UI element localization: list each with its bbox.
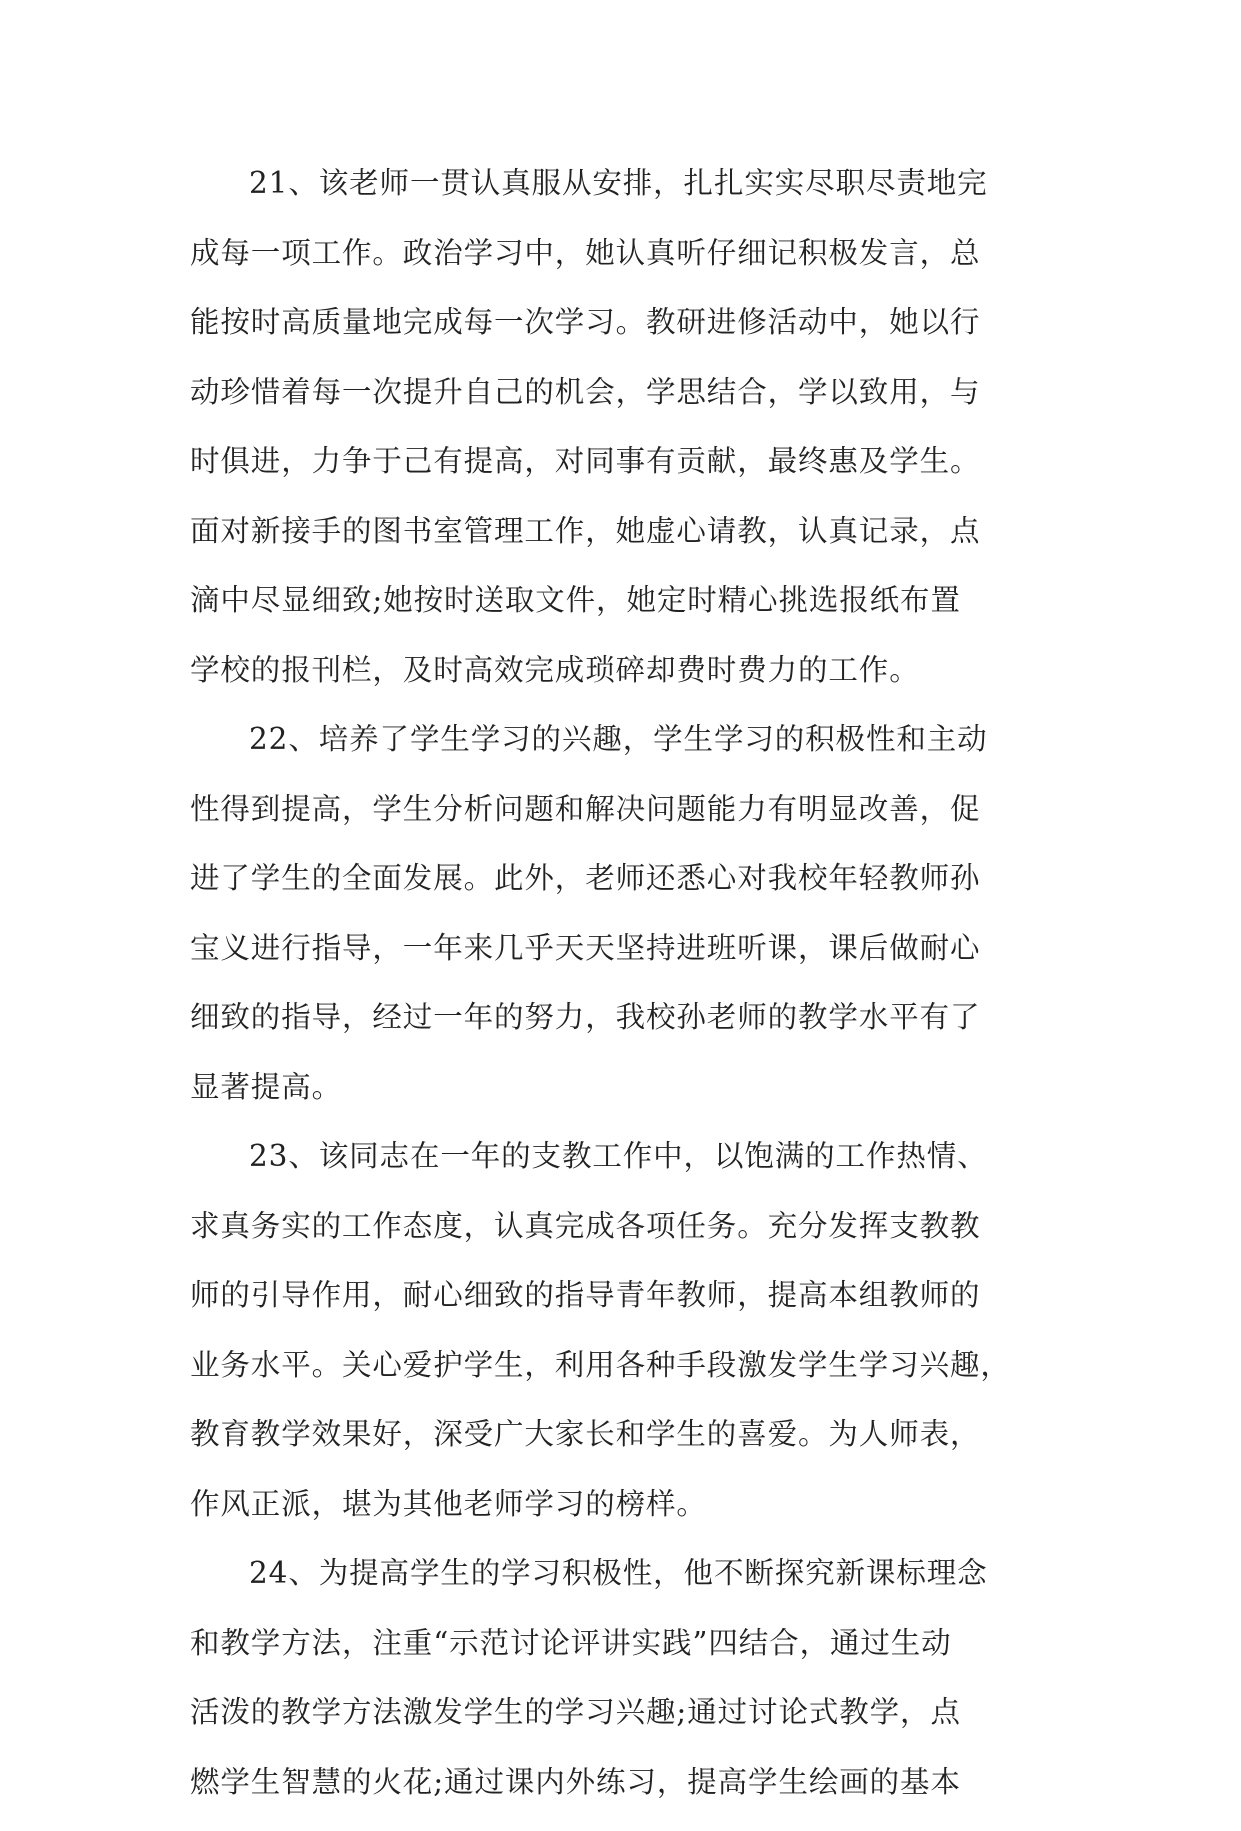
- paragraph-line: 和教学方法，注重“示范讨论评讲实践”四结合，通过生动: [190, 1623, 1060, 1693]
- document-body: [190, 163, 1060, 1831]
- paragraph-line: 进了学生的全面发展。此外，老师还悉心对我校年轻教师孙: [190, 858, 1060, 928]
- paragraph-line: 24、为提高学生的学习积极性，他不断探究新课标理念: [190, 1553, 1060, 1623]
- paragraph-line: 业务水平。关心爱护学生，利用各种手段激发学生学习兴趣，: [190, 1345, 1060, 1415]
- paragraph-line: 宝义进行指导，一年来几乎天天坚持进班听课，课后做耐心: [190, 928, 1060, 998]
- paragraph-line: 滴中尽显细致;她按时送取文件，她定时精心挑选报纸布置: [190, 580, 1060, 650]
- paragraph-line: 教育教学效果好，深受广大家长和学生的喜爱。为人师表，: [190, 1414, 1060, 1484]
- paragraph-22: [190, 719, 1060, 1136]
- paragraph-line: 燃学生智慧的火花;通过课内外练习，提高学生绘画的基本: [190, 1762, 1060, 1831]
- paragraph-line: 作风正派，堪为其他老师学习的榜样。: [190, 1484, 1060, 1554]
- paragraph-line: 面对新接手的图书室管理工作，她虚心请教，认真记录，点: [190, 511, 1060, 581]
- paragraph-line: 求真务实的工作态度，认真完成各项任务。充分发挥支教教: [190, 1206, 1060, 1276]
- paragraph-line: 动珍惜着每一次提升自己的机会，学思结合，学以致用，与: [190, 372, 1060, 442]
- paragraph-line: 显著提高。: [190, 1067, 1060, 1137]
- paragraph-line: 21、该老师一贯认真服从安排，扎扎实实尽职尽责地完: [190, 163, 1060, 233]
- paragraph-line: 细致的指导，经过一年的努力，我校孙老师的教学水平有了: [190, 997, 1060, 1067]
- paragraph-23: [190, 1136, 1060, 1553]
- paragraph-line: 能按时高质量地完成每一次学习。教研进修活动中，她以行: [190, 302, 1060, 372]
- paragraph-line: 学校的报刊栏，及时高效完成琐碎却费时费力的工作。: [190, 650, 1060, 720]
- paragraph-line: 23、该同志在一年的支教工作中，以饱满的工作热情、: [190, 1136, 1060, 1206]
- paragraph-21: [190, 163, 1060, 719]
- paragraph-line: 时俱进，力争于己有提高，对同事有贡献，最终惠及学生。: [190, 441, 1060, 511]
- paragraph-line: 22、培养了学生学习的兴趣，学生学习的积极性和主动: [190, 719, 1060, 789]
- paragraph-line: 师的引导作用，耐心细致的指导青年教师，提高本组教师的: [190, 1275, 1060, 1345]
- paragraph-line: 活泼的教学方法激发学生的学习兴趣;通过讨论式教学，点: [190, 1692, 1060, 1762]
- paragraph-24: [190, 1553, 1060, 1831]
- paragraph-line: 成每一项工作。政治学习中，她认真听仔细记积极发言，总: [190, 233, 1060, 303]
- paragraph-line: 性得到提高，学生分析问题和解决问题能力有明显改善，促: [190, 789, 1060, 859]
